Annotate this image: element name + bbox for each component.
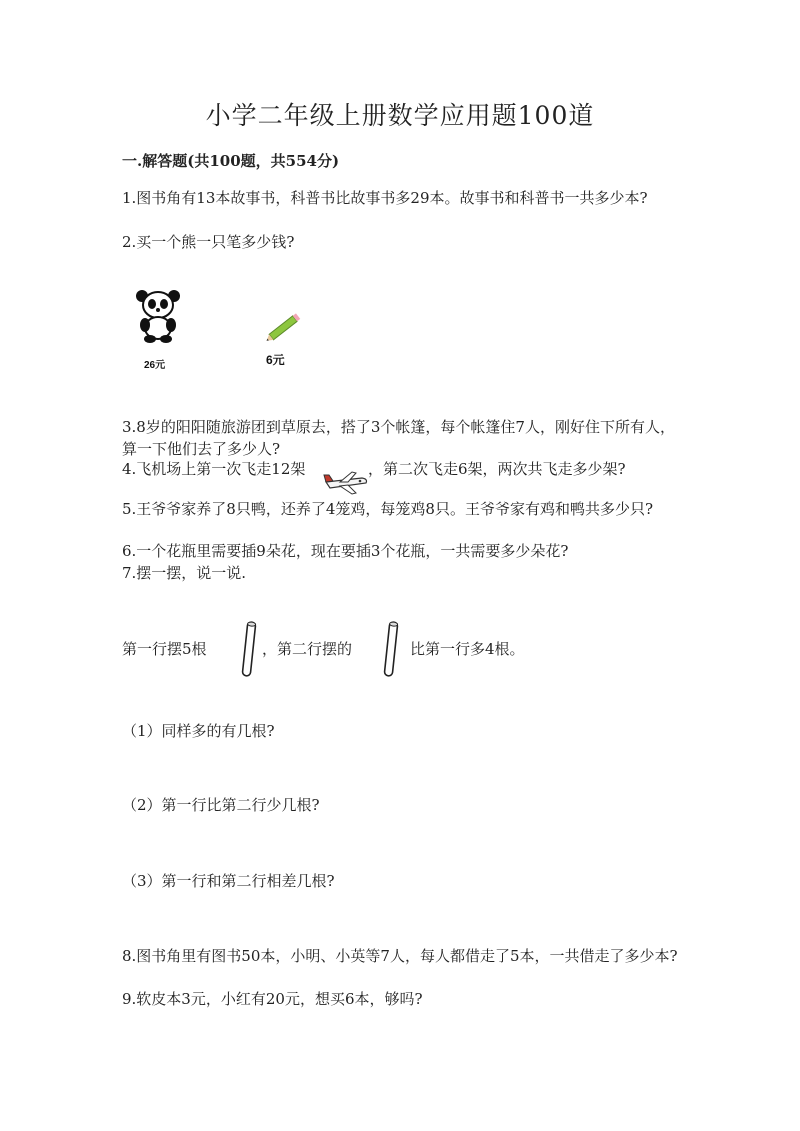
stick-icon-2 (380, 620, 402, 678)
question-2: 2.买一个熊一只笔多少钱? (122, 233, 295, 251)
question-7: 7.摆一摆，说一说. (122, 564, 247, 582)
question-7-row-first: 第一行摆5根 (122, 640, 207, 658)
stick-icon (238, 620, 260, 678)
airplane-icon (322, 470, 370, 496)
question-7-sub-3: （3）第一行和第二行相差几根? (122, 872, 335, 890)
question-4-start: 4.飞机场上第一次飞走12架 (122, 460, 306, 478)
question-7-row-second: ，第二行摆的 (262, 640, 353, 658)
question-7-sub-1: （1）同样多的有几根? (122, 722, 275, 740)
question-1: 1.图书角有13本故事书，科普书比故事书多29本。故事书和科普书一共多少本? (122, 189, 648, 207)
question-5: 5.王爷爷家养了8只鸭，还养了4笼鸡，每笼鸡8只。王爷爷家有鸡和鸭共多少只? (122, 500, 653, 518)
question-8: 8.图书角里有图书50本，小明、小英等7人，每人都借走了5本，一共借走了多少本? (122, 947, 678, 965)
question-4-end: ，第二次飞走6架，两次共飞走多少架? (368, 460, 626, 478)
question-9: 9.软皮本3元，小红有20元，想买6本，够吗? (122, 990, 423, 1008)
pencil-price: 6元 (266, 353, 285, 367)
question-7-sub-2: （2）第一行比第二行少几根? (122, 796, 320, 814)
pencil-icon (262, 310, 308, 344)
panda-icon (134, 288, 182, 344)
panda-price: 26元 (144, 360, 166, 371)
section-heading: 一.解答题(共100题，共554分) (122, 152, 340, 170)
question-7-row-third: 比第一行多4根。 (410, 640, 525, 658)
question-6: 6.一个花瓶里需要插9朵花，现在要插3个花瓶，一共需要多少朵花? (122, 542, 569, 560)
page-title: 小学二年级上册数学应用题100道 (205, 101, 595, 130)
question-3: 3.8岁的阳阳随旅游团到草原去，搭了3个帐篷，每个帐篷住7人，刚好住下所有人，算一下他们去了多少人? (122, 418, 675, 458)
